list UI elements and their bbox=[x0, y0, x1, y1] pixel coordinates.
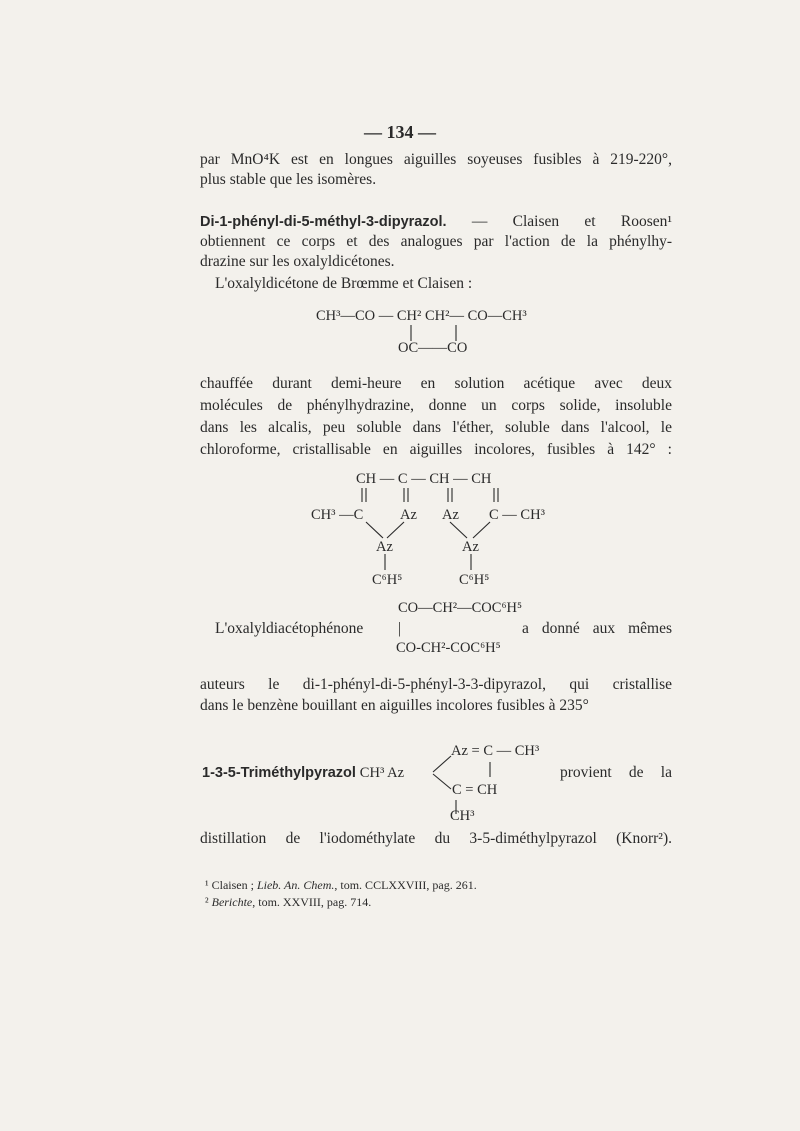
footnote-1-text1: Claisen ; bbox=[211, 878, 257, 892]
formula2-left-ch3: CH³ —C bbox=[311, 507, 364, 523]
section1-title: Di-1-phényl-di-5-méthyl-3-dipyrazol. bbox=[200, 214, 447, 230]
footnote-2-journal: Berichte bbox=[211, 895, 253, 909]
section1-line1-rest: — Claisen et Roosen¹ bbox=[471, 213, 673, 230]
formula2-c6h5-2: C⁶H⁵ bbox=[459, 572, 490, 588]
footnote-1-text2: , tom. CCLXXVIII, pag. 261. bbox=[334, 878, 477, 892]
formula2-az2: Az bbox=[442, 507, 459, 523]
formula1-row1: CH³—CO — CH² CH²— CO—CH³ bbox=[316, 308, 527, 324]
section1-line2: obtiennent ce corps et des analogues par l'action de la phénylhy- bbox=[200, 233, 672, 250]
para2-line4: chloroforme, cristallisable en aiguilles incolores, fusibles à 142° : bbox=[200, 441, 672, 458]
page-number: — 134 — bbox=[364, 122, 436, 142]
formula3-bottom: CO-CH²-COC⁶H⁵ bbox=[396, 640, 501, 656]
formula2-top: CH — C — CH — CH bbox=[356, 471, 492, 487]
para2-line1: chauffée durant demi-heure en solution acétique avec deux bbox=[200, 375, 672, 392]
formula1-row2: OC——CO bbox=[398, 340, 468, 356]
formula2-az3: Az bbox=[376, 539, 393, 555]
para3-line1: auteurs le di-1-phényl-di-5-phényl-3-3-dipyrazol, qui cristallise bbox=[200, 676, 672, 693]
footnote-2 bbox=[205, 892, 371, 912]
formula3-rest: a donné aux mêmes bbox=[522, 620, 672, 637]
para1-line2: plus stable que les isomères. bbox=[200, 171, 377, 188]
section2-provient: provient de la bbox=[560, 764, 672, 781]
footnote-2-mark: ² bbox=[205, 895, 209, 909]
section2-formula-prefix: CH³ Az bbox=[359, 765, 405, 781]
para3-line2: dans le benzène bouillant en aiguilles incolores fusibles à 235° bbox=[200, 697, 589, 714]
footnote-1-mark: ¹ bbox=[205, 878, 209, 892]
section1-line3: drazine sur les oxalyldicétones. bbox=[200, 253, 395, 270]
section2-formula-top: Az = C — CH³ bbox=[451, 743, 540, 759]
para2-line2: molécules de phénylhydrazine, donne un corps solide, insoluble bbox=[200, 397, 672, 414]
formula3-top: CO—CH²—COC⁶H⁵ bbox=[398, 600, 523, 616]
section2-title: 1-3-5-Triméthylpyrazol bbox=[202, 765, 356, 781]
formula2-az1: Az bbox=[400, 507, 417, 523]
section2-formula-bottom: CH³ bbox=[450, 808, 475, 824]
formula2-right-ch3: C — CH³ bbox=[489, 507, 545, 523]
formula3-label: L'oxalyldiacétophénone bbox=[215, 620, 364, 637]
section2-formula-mid: C = CH bbox=[452, 782, 498, 798]
formula2-az4: Az bbox=[462, 539, 479, 555]
footnote-1-journal: Lieb. An. Chem. bbox=[256, 878, 335, 892]
footnote-2-text2: , tom. XXVIII, pag. 714. bbox=[252, 895, 372, 909]
section2-line2: distillation de l'iodométhylate du 3-5-diméthylpyrazol (Knorr²). bbox=[200, 830, 672, 847]
section1-line4: L'oxalyldicétone de Brœmme et Claisen : bbox=[215, 275, 473, 292]
formula2-c6h5-1: C⁶H⁵ bbox=[372, 572, 403, 588]
para2-line3: dans les alcalis, peu soluble dans l'éther, soluble dans l'alcool, le bbox=[200, 419, 672, 436]
formula3-bar: | bbox=[398, 620, 402, 637]
para1-line1: par MnO⁴K est en longues aiguilles soyeuses fusibles à 219-220°, bbox=[200, 151, 672, 168]
